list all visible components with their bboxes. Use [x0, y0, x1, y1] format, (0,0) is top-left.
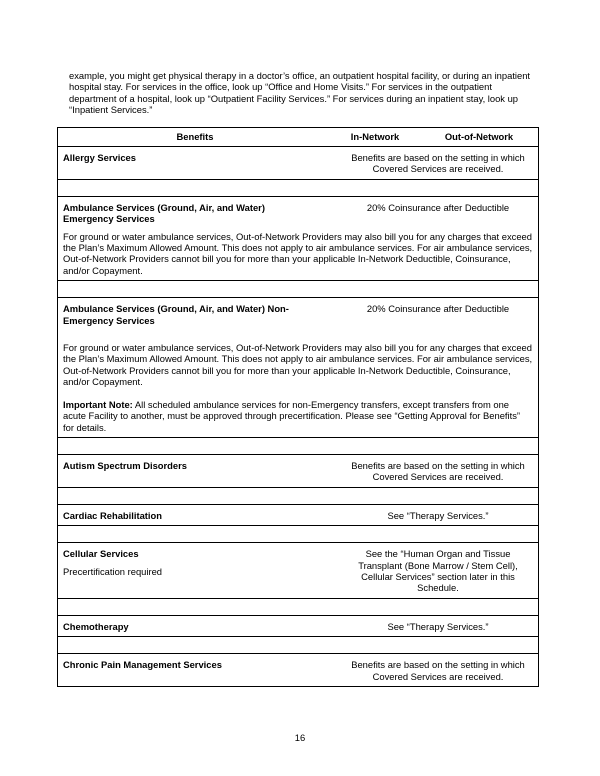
header-out-of-network: Out-of-Network [444, 131, 514, 143]
benefit-subtext: Precertification required [63, 565, 163, 577]
benefit-description: For ground or water ambulance services, Out-of-Network Providers may also bill you for any charges that exceed the Plan’s Maximum Allowed Amount. This does not apply to air ambulance services. For air ambulance services, Out-of-Network Providers cannot bill you for more than your applicable In-Network Deductible, Coinsurance, and/or Copayment. [63, 230, 533, 276]
row-spacer [58, 180, 538, 197]
benefit-value: See “Therapy Services.” [387, 620, 489, 632]
intro-paragraph: example, you might get physical therapy in a doctor’s office, an outpatient hospital facility, or during an inpatient hospital stay. For services in the office, look up “Office and Home Visits.” For services in the outpatient department of a hospital, look up “Outpatient Facility Services.” For services during an inpatient stay, look up “Inpatient Services.” [69, 70, 531, 116]
benefits-table [57, 127, 539, 687]
benefit-name: Cellular Services [63, 548, 139, 560]
table-row [58, 298, 538, 438]
header-benefits: Benefits [176, 131, 214, 143]
row-spacer [58, 637, 538, 654]
table-row [58, 616, 538, 637]
benefit-name: Allergy Services [63, 152, 136, 163]
row-spacer [58, 488, 538, 505]
table-row [58, 505, 538, 526]
benefit-value: 20% Coinsurance after Deductible [366, 201, 510, 213]
benefit-value: Benefits are based on the setting in which Covered Services are received. [351, 459, 525, 483]
row-spacer [58, 599, 538, 616]
benefit-name: Chronic Pain Management Services [63, 659, 222, 671]
benefit-value: See “Therapy Services.” [387, 509, 489, 521]
table-row [58, 543, 538, 599]
row-spacer [58, 438, 538, 455]
table-row [58, 455, 538, 488]
benefit-name: Ambulance Services (Ground, Air, and Water) Emergency Services [63, 201, 265, 225]
row-spacer [58, 281, 538, 298]
page-number: 16 [294, 732, 306, 743]
table-header [58, 128, 538, 147]
important-note [63, 399, 533, 433]
table-row [58, 147, 538, 180]
table-row [58, 654, 538, 687]
benefit-description: For ground or water ambulance services, Out-of-Network Providers may also bill you for any charges that exceed the Plan’s Maximum Allowed Amount. This does not apply to air ambulance services. For air ambulance services, Out-of-Network Providers cannot bill you for more than your applicable In-Network Deductible, Coinsurance, and/or Copayment. [63, 342, 533, 388]
benefit-name: Chemotherapy [63, 620, 129, 632]
header-in-network: In-Network [350, 131, 400, 143]
benefit-name-group [63, 548, 303, 594]
benefit-name: Autism Spectrum Disorders [63, 459, 187, 471]
row-spacer [58, 526, 538, 543]
benefit-value: 20% Coinsurance after Deductible [366, 303, 510, 315]
note-text: All scheduled ambulance services for non-Emergency transfers, except transfers from one acute Facility to another, must be approved through precertification. Please see “Getting Approval for Benefits” for details. [63, 398, 521, 433]
table-row [58, 197, 538, 281]
benefit-value: Benefits are based on the setting in which Covered Services are received. [351, 152, 525, 175]
benefit-value: Benefits are based on the setting in which Covered Services are received. [351, 659, 525, 682]
benefit-name: Cardiac Rehabilitation [63, 509, 162, 521]
note-label: Important Note: [63, 398, 133, 410]
benefit-value: See the “Human Organ and Tissue Transplant (Bone Marrow / Stem Cell), Cellular Services” section later in this Schedule. [358, 548, 518, 594]
benefit-name: Ambulance Services (Ground, Air, and Water) Non-Emergency Services [63, 303, 289, 326]
